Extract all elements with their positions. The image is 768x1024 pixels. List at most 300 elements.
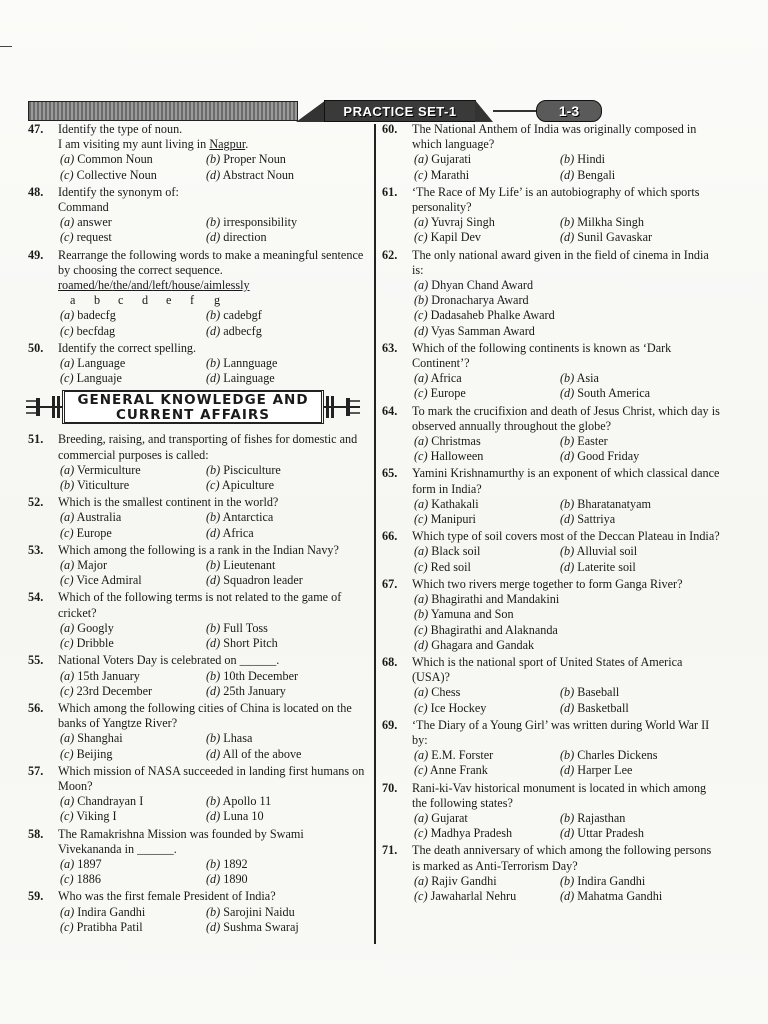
option-label: (d): [560, 826, 575, 841]
option-label: (c): [414, 888, 428, 903]
answer-option: [414, 512, 560, 527]
answer-option: [206, 809, 368, 824]
answer-option: [414, 230, 560, 245]
answer-option: [560, 874, 722, 889]
question-item: [28, 827, 368, 888]
option-label: (c): [60, 230, 74, 245]
answer-option: [60, 731, 206, 746]
answer-options: [28, 356, 368, 386]
option-label: (c): [60, 323, 74, 338]
answer-option: [60, 168, 206, 183]
jumbled-words: [28, 278, 368, 293]
option-text: Good Friday: [577, 449, 640, 464]
option-text: 15th January: [77, 668, 140, 683]
option-label: (c): [60, 167, 74, 182]
answer-option: [206, 905, 368, 920]
question-line: [382, 718, 722, 748]
question-item: [28, 341, 368, 387]
option-label: (d): [206, 167, 221, 182]
answer-option: [206, 168, 368, 183]
question-text: Breeding, raising, and transporting of fishes for domestic and commercial purposes is called:: [58, 432, 358, 462]
answer-option: [206, 478, 368, 493]
option-text: Collective Noun: [76, 167, 157, 182]
question-line: [28, 341, 368, 356]
question-number: 69.: [382, 717, 398, 732]
option-text: Marathi: [430, 167, 470, 182]
question-line: [28, 122, 368, 137]
option-text: 25th January: [223, 683, 286, 698]
answer-option: [414, 623, 722, 638]
option-label: (c): [60, 746, 74, 761]
answer-options: [28, 857, 368, 887]
option-text: Alluvial soil: [576, 544, 638, 559]
question-line: [382, 185, 722, 215]
answer-option: [414, 748, 560, 763]
option-label: (b): [206, 462, 221, 477]
option-text: Bharatanatyam: [577, 496, 652, 511]
answer-option: [560, 763, 722, 778]
option-label: (c): [414, 308, 428, 323]
question-sentence: [28, 137, 368, 152]
question-item: [28, 543, 368, 589]
option-text: Sattriya: [577, 512, 616, 527]
jumbled-word: he/: [97, 278, 113, 293]
option-label: (a): [414, 152, 429, 167]
question-item: [28, 432, 368, 493]
option-text: Common Noun: [77, 152, 153, 167]
option-label: (a): [60, 731, 75, 746]
option-text: Lannguage: [223, 356, 278, 371]
option-text: Christmas: [431, 434, 481, 449]
option-label: (a): [60, 152, 75, 167]
question-line: [382, 529, 722, 544]
option-label: (a): [60, 558, 75, 573]
option-text: cadebgf: [223, 308, 262, 323]
question-word: Command: [58, 200, 109, 215]
option-label: (d): [206, 525, 221, 540]
option-text: Basketball: [577, 700, 629, 715]
question-text: The Ramakrishna Mission was founded by Swami Vivekananda in ______.: [58, 826, 304, 856]
option-text: Gujarati: [431, 152, 472, 167]
question-number: 66.: [382, 529, 398, 544]
word-letter: c: [118, 293, 124, 308]
option-text: 1886: [76, 872, 101, 887]
question-line: [28, 889, 368, 904]
jumbled-word: the/: [112, 278, 132, 293]
question-item: [28, 764, 368, 825]
option-label: (a): [414, 434, 429, 449]
question-text: ‘The Diary of a Young Girl’ was written during World War II by:: [412, 717, 710, 747]
jumbled-word: house/: [171, 278, 204, 293]
answer-option: [414, 371, 560, 386]
answer-option: [560, 826, 722, 841]
option-label: (d): [560, 512, 575, 527]
option-text: Vyas Samman Award: [431, 323, 535, 338]
option-label: (c): [414, 449, 428, 464]
word-letter: f: [190, 293, 195, 308]
question-item: [28, 248, 368, 339]
question-item: [382, 843, 722, 904]
answer-option: [206, 794, 368, 809]
option-text: 23rd December: [76, 683, 153, 698]
question-number: 55.: [28, 653, 44, 668]
question-line: [28, 495, 368, 510]
answer-option: [60, 463, 206, 478]
option-text: Lainguage: [223, 371, 275, 386]
word-letter: b: [94, 293, 101, 308]
answer-option: [414, 308, 722, 323]
option-text: Pratibha Patil: [76, 919, 143, 934]
answer-option: [414, 685, 560, 700]
option-label: (b): [560, 152, 575, 167]
option-text: Luna 10: [223, 809, 264, 824]
question-text: Rani-ki-Vav historical monument is located in which among the following states?: [412, 780, 707, 810]
option-label: (b): [206, 558, 221, 573]
option-label: (d): [560, 230, 575, 245]
answer-option: [60, 636, 206, 651]
option-label: (b): [560, 215, 575, 230]
question-item: [382, 466, 722, 527]
option-text: Gujarat: [431, 810, 468, 825]
header-stripe: [28, 101, 298, 121]
question-list-right: [382, 122, 722, 904]
option-label: (a): [414, 748, 429, 763]
question-item: [382, 529, 722, 575]
option-label: (d): [560, 386, 575, 401]
option-label: (b): [560, 544, 575, 559]
answer-options: [28, 621, 368, 651]
answer-option: [206, 152, 368, 167]
answer-options: [28, 463, 368, 493]
question-line: [28, 701, 368, 731]
option-text: 1890: [223, 872, 248, 887]
option-text: Googly: [77, 620, 114, 635]
option-text: Sushma Swaraj: [223, 919, 299, 934]
option-text: badecfg: [77, 308, 116, 323]
answer-option: [206, 747, 368, 762]
answer-options: [382, 497, 722, 527]
option-text: Short Pitch: [223, 636, 278, 651]
answer-option: [60, 872, 206, 887]
question-number: 68.: [382, 654, 398, 669]
option-text: Pisciculture: [223, 462, 281, 477]
question-text: Rearrange the following words to make a meaningful sentence by choosing the correct sequence.: [58, 247, 364, 277]
option-text: Yamuna and Son: [430, 607, 514, 622]
question-item: [382, 577, 722, 653]
option-text: Africa: [430, 371, 462, 386]
option-label: (b): [414, 607, 429, 622]
answer-options: [28, 558, 368, 588]
section-title: [62, 390, 324, 424]
option-text: Indira Gandhi: [577, 873, 646, 888]
option-label: (a): [60, 904, 75, 919]
question-line: [382, 655, 722, 685]
answer-option: [560, 701, 722, 716]
option-text: Kapil Dev: [430, 230, 482, 245]
option-label: (a): [414, 810, 429, 825]
question-item: [28, 590, 368, 651]
option-text: Easter: [577, 434, 608, 449]
answer-option: [206, 510, 368, 525]
answer-option: [60, 152, 206, 167]
answer-option: [60, 794, 206, 809]
option-text: Black soil: [431, 544, 481, 559]
question-text: Which is the national sport of United States of America (USA)?: [412, 654, 683, 685]
option-text: Language: [77, 356, 126, 371]
option-label: (b): [560, 496, 575, 511]
option-label: (c): [60, 371, 74, 386]
answer-option: [414, 826, 560, 841]
option-text: Jawaharlal Nehru: [430, 888, 517, 903]
answer-option: [60, 215, 206, 230]
option-label: (a): [414, 496, 429, 511]
option-text: Sunil Gavaskar: [577, 230, 653, 245]
question-item: [28, 122, 368, 183]
question-number: 57.: [28, 763, 44, 778]
option-label: (b): [206, 152, 221, 167]
answer-option: [60, 809, 206, 824]
question-number: 60.: [382, 122, 398, 136]
question-number: 48.: [28, 184, 44, 199]
option-label: (b): [60, 478, 75, 493]
option-label: (b): [206, 620, 221, 635]
option-label: (d): [206, 323, 221, 338]
option-label: (c): [414, 763, 428, 778]
answer-options: [382, 371, 722, 401]
question-number: 58.: [28, 826, 44, 841]
option-label: (b): [414, 293, 429, 308]
option-label: (a): [60, 510, 75, 525]
option-text: Africa: [222, 525, 254, 540]
cable-plug-left-icon: [26, 396, 62, 418]
answer-option: [206, 636, 368, 651]
question-line: [28, 827, 368, 857]
option-label: (c): [60, 525, 74, 540]
answer-option: [206, 872, 368, 887]
answer-option: [60, 371, 206, 386]
question-text: The death anniversary of which among the following persons is marked as Anti-Terrorism Day?: [412, 843, 712, 873]
answer-options: [382, 434, 722, 464]
option-text: Dribble: [76, 636, 114, 651]
answer-options: [28, 510, 368, 540]
answer-options: [28, 669, 368, 699]
option-label: (d): [560, 449, 575, 464]
option-text: South America: [577, 386, 651, 401]
option-label: (a): [414, 592, 429, 607]
option-text: Abstract Noun: [222, 167, 295, 182]
option-label: (c): [60, 636, 74, 651]
option-text: direction: [223, 230, 267, 245]
option-text: Europe: [430, 386, 466, 401]
option-text: Rajiv Gandhi: [431, 873, 497, 888]
option-label: (a): [414, 685, 429, 700]
answer-options: [382, 592, 722, 653]
option-label: (d): [206, 230, 221, 245]
option-text: Ghagara and Gandak: [431, 637, 535, 652]
option-text: Baseball: [577, 685, 620, 700]
answer-option: [414, 324, 722, 339]
option-label: (b): [206, 731, 221, 746]
question-item: [382, 341, 722, 402]
column-divider: [374, 124, 376, 944]
answer-option: [206, 526, 368, 541]
question-text: Who was the first female President of India?: [58, 889, 276, 904]
option-text: Europe: [76, 525, 112, 540]
option-label: (c): [414, 826, 428, 841]
option-label: (d): [560, 700, 575, 715]
option-label: (c): [60, 919, 74, 934]
answer-option: [206, 371, 368, 386]
word-letters: [28, 293, 368, 308]
answer-option: [560, 168, 722, 183]
option-text: Rajasthan: [577, 810, 626, 825]
practice-set-title: PRACTICE SET-1: [324, 100, 476, 122]
word-letter: e: [166, 293, 172, 308]
answer-options: [382, 215, 722, 245]
answer-option: [206, 215, 368, 230]
question-item: [28, 701, 368, 762]
option-text: Shanghai: [77, 731, 123, 746]
page-number: 1-3: [536, 100, 602, 122]
answer-option: [60, 558, 206, 573]
option-text: Manipuri: [430, 512, 476, 527]
option-label: (b): [560, 685, 575, 700]
question-text: ‘The Race of My Life’ is an autobiography of which sports personality?: [412, 184, 700, 215]
option-label: (d): [560, 559, 575, 574]
answer-option: [414, 607, 722, 622]
option-text: Madhya Pradesh: [430, 826, 513, 841]
section-title-line2: CURRENT AFFAIRS: [115, 407, 271, 424]
cable-plug-right-icon: [324, 396, 360, 418]
option-label: (d): [560, 888, 575, 903]
answer-option: [414, 293, 722, 308]
option-text: Lieutenant: [223, 558, 276, 573]
option-text: E.M. Forster: [431, 748, 494, 763]
option-label: (a): [60, 794, 75, 809]
page-header: [28, 100, 728, 122]
answer-option: [560, 152, 722, 167]
option-label: (a): [60, 356, 75, 371]
option-label: (a): [60, 620, 75, 635]
question-text: Which among the following cities of China is located on the banks of Yangtze River?: [58, 700, 352, 731]
option-text: adbecfg: [223, 323, 262, 338]
question-text: Which mission of NASA succeeded in landing first humans on Moon?: [58, 763, 365, 793]
option-text: Viking I: [76, 809, 117, 824]
question-number: 54.: [28, 590, 44, 605]
option-text: Dadasaheb Phalke Award: [430, 308, 555, 323]
answer-option: [414, 701, 560, 716]
question-text: Which of the following terms is not related to the game of cricket?: [58, 590, 342, 620]
question-number: 49.: [28, 247, 44, 262]
option-label: (a): [414, 371, 429, 386]
question-text: Identify the type of noun.: [58, 122, 183, 136]
question-line: [382, 341, 722, 371]
question-line: [28, 543, 368, 558]
header-slant-right: [475, 100, 493, 122]
option-label: (c): [206, 478, 220, 493]
question-number: 52.: [28, 495, 44, 510]
answer-option: [560, 811, 722, 826]
question-number: 51.: [28, 432, 44, 447]
option-label: (a): [60, 668, 75, 683]
option-label: (d): [206, 371, 221, 386]
answer-option: [560, 685, 722, 700]
answer-option: [60, 573, 206, 588]
option-label: (c): [60, 683, 74, 698]
option-label: (d): [206, 919, 221, 934]
question-item: [382, 185, 722, 246]
question-text: Which two rivers merge together to form Ganga River?: [412, 576, 683, 591]
option-text: Uttar Pradesh: [577, 826, 644, 841]
answer-option: [414, 638, 722, 653]
option-text: becfdag: [76, 323, 116, 338]
option-text: Charles Dickens: [577, 748, 658, 763]
option-text: Bhagirathi and Alaknanda: [430, 622, 558, 637]
option-text: request: [76, 230, 112, 245]
option-label: (b): [206, 668, 221, 683]
option-label: (b): [206, 308, 221, 323]
option-text: Vermiculture: [77, 462, 141, 477]
right-column: [382, 122, 722, 906]
option-label: (d): [206, 809, 221, 824]
option-text: Apiculture: [221, 478, 275, 493]
option-label: (c): [414, 386, 428, 401]
question-item: [28, 185, 368, 246]
answer-option: [414, 168, 560, 183]
option-text: Indira Gandhi: [77, 904, 146, 919]
answer-options: [28, 308, 368, 338]
question-number: 67.: [382, 576, 398, 591]
answer-option: [414, 497, 560, 512]
answer-option: [60, 857, 206, 872]
question-text: Which is the smallest continent in the world?: [58, 495, 279, 510]
answer-option: [414, 434, 560, 449]
question-line: [28, 590, 368, 620]
option-text: Laterite soil: [577, 559, 636, 574]
option-label: (c): [414, 230, 428, 245]
answer-option: [560, 512, 722, 527]
answer-option: [206, 324, 368, 339]
option-label: (c): [60, 573, 74, 588]
answer-option: [560, 544, 722, 559]
option-text: Full Toss: [223, 620, 268, 635]
word-letter: a: [70, 293, 76, 308]
answer-option: [60, 308, 206, 323]
answer-option: [560, 497, 722, 512]
answer-options: [382, 152, 722, 182]
section-heading: [26, 390, 372, 426]
answer-options: [382, 544, 722, 574]
option-label: (b): [560, 873, 575, 888]
option-text: 10th December: [223, 668, 299, 683]
left-column: [28, 122, 368, 937]
answer-options: [382, 748, 722, 778]
option-text: Bhagirathi and Mandakini: [431, 592, 560, 607]
answer-option: [206, 731, 368, 746]
option-label: (d): [206, 636, 221, 651]
answer-option: [60, 356, 206, 371]
question-text: The National Anthem of India was originally composed in which language?: [412, 122, 697, 152]
answer-option: [560, 560, 722, 575]
question-line: [28, 248, 368, 278]
answer-option: [560, 434, 722, 449]
question-text: Identify the synonym of:: [58, 184, 179, 199]
question-line: [28, 653, 368, 668]
question-number: 47.: [28, 122, 44, 136]
option-label: (c): [414, 622, 428, 637]
option-label: (b): [206, 356, 221, 371]
answer-options: [382, 278, 722, 339]
